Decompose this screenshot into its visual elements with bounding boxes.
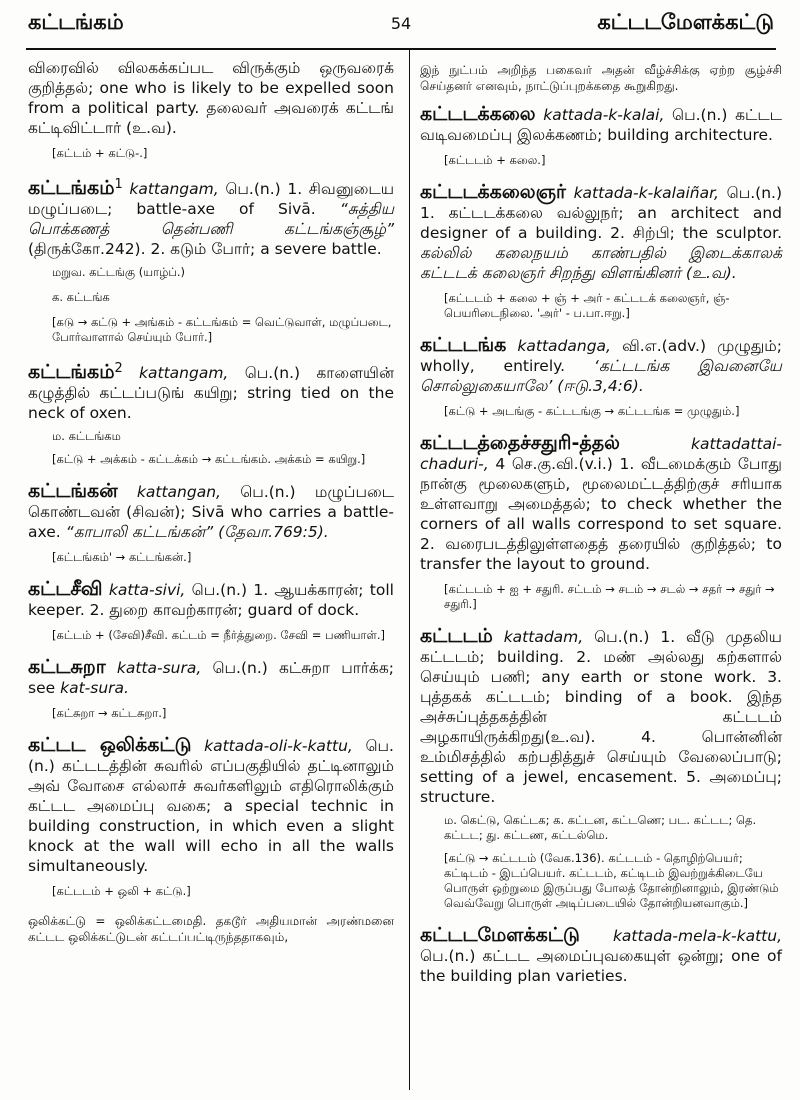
- entry-kattangam-1: கட்டங்கம்$^1$ kattangam, பெ.(n.) 1. சிவனுடைய மழுப்படை; battle-axe of Sivā. “சுத்திய பொக்கணத் தென்பணி கட்டங்கஞ்சூழ்” (திருக்கோ.242). 2. கடும் போர்; a severe battle.: [28, 177, 394, 259]
- definition: 1. ஆயக்காரன்; toll keeper. 2. துறை காவற்காரன்; guard of dock.: [28, 581, 394, 620]
- headword: கட்டங்கம்: [28, 361, 115, 384]
- part-of-speech: பெ.(n.): [191, 581, 248, 600]
- headword: கட்டசுறா: [28, 656, 106, 679]
- transliteration: kattadam,: [503, 628, 584, 646]
- definition: 1. கட்டடக்கலை வல்லுநர்; an architect and designer of a building. 2. சிற்பி; the sculptor.: [420, 204, 782, 242]
- header-first-word: கட்டங்கம்: [28, 10, 124, 34]
- entry-kattasivi: [28, 579, 394, 620]
- quotation: “சுத்திய பொக்கணத் தென்பணி கட்டங்கஞ்சூழ்”: [28, 200, 394, 239]
- transliteration: kattada-oli-k-kattu,: [204, 737, 353, 756]
- definition: 1. சிவனுடைய மழுப்படை; battle-axe of Sivā.: [28, 180, 394, 219]
- header-rule: [26, 48, 776, 50]
- definition: முழுதும்; wholly, entirely.: [420, 337, 782, 375]
- definition: கட்டட அமைப்புவகையுள் ஒன்று; one of the building plan varieties.: [420, 947, 782, 985]
- etymology: [கட்சுறா → கட்டசுறா.]: [52, 706, 167, 721]
- part-of-speech: பெ.(n.): [726, 184, 782, 202]
- reference: (ஈடு.3,4:6).: [557, 377, 644, 395]
- right-column: [420, 58, 784, 1088]
- definition: 1. வீடு முதலிய கட்டடம்; building. 2. மண் அல்லது கற்களால் செய்யும் பணி; any earth or stone work. 3. புத்தகக் கட்டடம்; binding of a book. இந்த அச்சுப்புத்தகத்தின் கட்டடம் அழகாயிருக்கிறது(உ.வ). 4. பொன்னின் உம்மிசத்தில் கற்பதித்துச் செய்யும் வேலைப்பாடு; setting of a jewel, encasement. 5. அமைப்பு; structure.: [420, 628, 782, 806]
- etymology: [கட்டடம் + ஒலி + கட்டு.]: [52, 884, 191, 899]
- transliteration: katta-sura,: [116, 659, 202, 678]
- transliteration: katta-sivi,: [108, 581, 186, 600]
- transliteration: kattada-k-kalai,: [543, 106, 665, 124]
- entry-continuation: விரைவில் விலகக்கப்பட விருக்கும் ஒருவரைக் குறித்தல்; one who is likely to be expelled soon from a political party. தலைவர் அவரைக் கட்டங் கட்டிவிட்டார் (உ.வ).: [28, 59, 394, 137]
- part-of-speech: பெ.(n.): [420, 947, 476, 965]
- part-of-speech: பெ.(n.): [672, 106, 728, 124]
- definition: 1. வீடமைக்கும் போது நான்கு மூலைகளும், மூலைமட்டத்திற்குச் சரியாக உள்ளவாறு அமைத்தல்; to check whether the corners of all walls correspond to set square. 2. வரைபடத்திலுள்ளதைத் தரையில் குறித்தல்; to transfer the layout to ground.: [420, 455, 782, 573]
- entry-kattangam-2: கட்டங்கம்$^2$ kattangam, பெ.(n.) காளையின் கழுத்தில் கட்டப்படுங் கயிறு; string tied on the neck of oxen.: [28, 361, 394, 423]
- etymology: [கட்டம் + கட்டு-.]: [52, 146, 148, 160]
- headword: கட்டடத்தைச்சதுரி-த்தல்: [420, 432, 620, 454]
- definition: காளையின் கழுத்தில் கட்டப்படுங் கயிறு; string tied on the neck of oxen.: [28, 364, 394, 423]
- example: கல்லில் கலைநயம் காண்பதில் இடைக்காலக் கட்டடக் கலைஞர் சிறந்து விளங்கினர் (உ.வ).: [420, 244, 782, 282]
- headword: கட்டங்கன்: [28, 480, 118, 503]
- definition: கட்சுறா பார்க்க; see: [28, 659, 394, 698]
- reference: (தேவா.769:5).: [218, 523, 329, 542]
- transliteration: kattangam,: [139, 364, 229, 383]
- transliteration: kattada-mela-k-kattu,: [612, 927, 782, 945]
- part-of-speech: வி.எ.(adv.): [622, 337, 706, 355]
- etymology: [கட்டடம் + கலை + ஞ் + அர் - கட்டடக் கலைஞர், ஞ்- பெயரிடைநிலை. 'அர்' - ப.பா.ஈறு.]: [444, 291, 730, 320]
- headword: கட்டடம்: [420, 625, 493, 647]
- part-of-speech: 4 செ.கு.வி.(v.i.): [495, 455, 613, 473]
- etymology: [கட்டடம் + கலை.]: [444, 153, 546, 167]
- transliteration: kattangam,: [129, 180, 219, 199]
- part-of-speech: பெ.(n.): [594, 628, 650, 646]
- etymology: [கட்டம் + (சேவி)சீவி. கட்டம் = நீர்த்துறை. சேவி = பணியாள்.]: [52, 628, 386, 643]
- headword: கட்டட ஒலிக்கட்டு: [28, 734, 192, 757]
- note-continuation: இந் நுட்பம் அறிந்த பகைவர் அதன் வீழ்ச்சிக்கு ஏற்ற சூழ்ச்சி செய்தனர் எனவும், நாட்டுப்புறக்கதை கூறுகிறது.: [420, 63, 782, 93]
- headword: கட்டடக்கலைஞர்: [420, 181, 566, 203]
- quotation: ‘கட்டடங்க இவனையே சொல்லுகையாலே’: [420, 357, 782, 395]
- headword: கட்டடமேளக்கட்டு: [420, 924, 580, 946]
- cross-reference: kat-sura.: [60, 679, 129, 698]
- cognates: மறுவ. கட்டங்கு (யாழ்ப்.) க. கட்டங்க: [52, 265, 186, 305]
- headword: கட்டங்கம்: [28, 177, 115, 200]
- headword: கட்டசீவி: [28, 578, 103, 601]
- entry-kattadanga: [420, 335, 782, 396]
- entry-kattadam: [420, 626, 782, 807]
- part-of-speech: பெ.(n.): [28, 737, 394, 776]
- headword: கட்டடக்கலை: [420, 103, 536, 125]
- entry-kattasura: [28, 657, 394, 698]
- page-number: 54: [390, 14, 412, 33]
- part-of-speech: பெ.(n.): [225, 180, 281, 199]
- cognates: ம. கெட்டு, கெட்டக; க. கட்டன, கட்டணெ; பட. கட்டட; தெ. கட்டட; து. கட்டண, கட்டல்மெ.: [444, 813, 757, 842]
- entry-kattadamelakkattu: [420, 925, 782, 986]
- entry-kattada-olikkattu: [28, 735, 394, 876]
- reference: (திருக்கோ.242). 2. கடும் போர்; a severe battle.: [28, 240, 382, 259]
- part-of-speech: பெ.(n.): [240, 483, 296, 502]
- quotation: “காபாலி கட்டங்கன்”: [65, 523, 214, 542]
- header-last-word: கட்டடமேளக்கட்டு: [597, 10, 774, 34]
- definition: கட்டட வடிவமைப்பு இலக்கணம்; building architecture.: [420, 106, 782, 144]
- etymology: [கட்டடம் + ஐ + சதுரி. சட்டம் → சடம் → சடல் → சதர் → சதுர் → சதுரி.]: [444, 582, 775, 611]
- etymology: [கட்டு + அக்கம் - கட்டக்கம் → கட்டங்கம். அக்கம் = கயிறு.]: [52, 452, 366, 467]
- etymology: [கடு → கட்டு + அங்கம் - கட்டங்கம் = வெட்டுவாள், மழுப்படை, போர்வாளால் செய்யும் போர்.]: [52, 315, 392, 345]
- headword: கட்டடங்க: [420, 334, 507, 356]
- entry-kattadakkalaignar: [420, 182, 782, 283]
- transliteration: kattada-k-kalaiñar,: [573, 184, 719, 202]
- etymology: [கட்டு + அடங்கு - கட்டடங்கு → கட்டடங்க = முழுதும்.]: [444, 404, 740, 418]
- etymology: [கட்டு → கட்டடம் (வேக.136). கட்டடம் - தொழிற்பெயர்; கட்டிடம் - இடப்பெயர். கட்டடம், கட்டிடம் இவற்றுக்கிடையே பொருள் ஒற்றுமை இருப்பது போலத் தோன்றினாலும், இரண்டும் வெவ்வேறு பொருள் அடிப்படையில் தோன்றியனவாகும்.]: [444, 851, 779, 910]
- definition: மழுப்படை கொண்டவன் (சிவன்); Sivā who carries a battle-axe.: [28, 483, 394, 542]
- etymology: [கட்டங்கம்' → கட்டங்கன்.]: [52, 550, 192, 565]
- cognates: ம. கட்டங்கம: [52, 429, 121, 444]
- column-divider: [409, 50, 410, 1090]
- entry-kattadattaichaduri: [420, 433, 782, 574]
- part-of-speech: பெ.(n.): [244, 364, 301, 383]
- entry-kattadakkalai: [420, 104, 782, 145]
- transliteration: kattadattai-chaduri-,: [420, 435, 782, 473]
- entry-kattangan: [28, 481, 394, 542]
- transliteration: kattangan,: [136, 483, 221, 502]
- transliteration: kattadanga,: [517, 337, 611, 355]
- page-header: [28, 10, 774, 44]
- part-of-speech: பெ.(n.): [212, 659, 268, 678]
- left-column: [28, 58, 400, 1088]
- definition: கட்டடத்தின் சுவரில் எப்பகுதியில் தட்டினாலும் அவ் வோசை எல்லாச் சுவர்களிலும் எதிரொலிக்கும் கட்டட அமைப்பு வகை; a special technic in building construction, in which even a slight knock at the wall will echo in all the walls simultaneously.: [28, 757, 394, 876]
- note: ஒலிக்கட்டு = ஒலிக்கட்டமைதி. தகடூர் அதியமான் அரண்மனை கட்டட ஒலிக்கட்டுடன் கட்டப்பட்டிருந்ததாகவும்,: [28, 914, 394, 945]
